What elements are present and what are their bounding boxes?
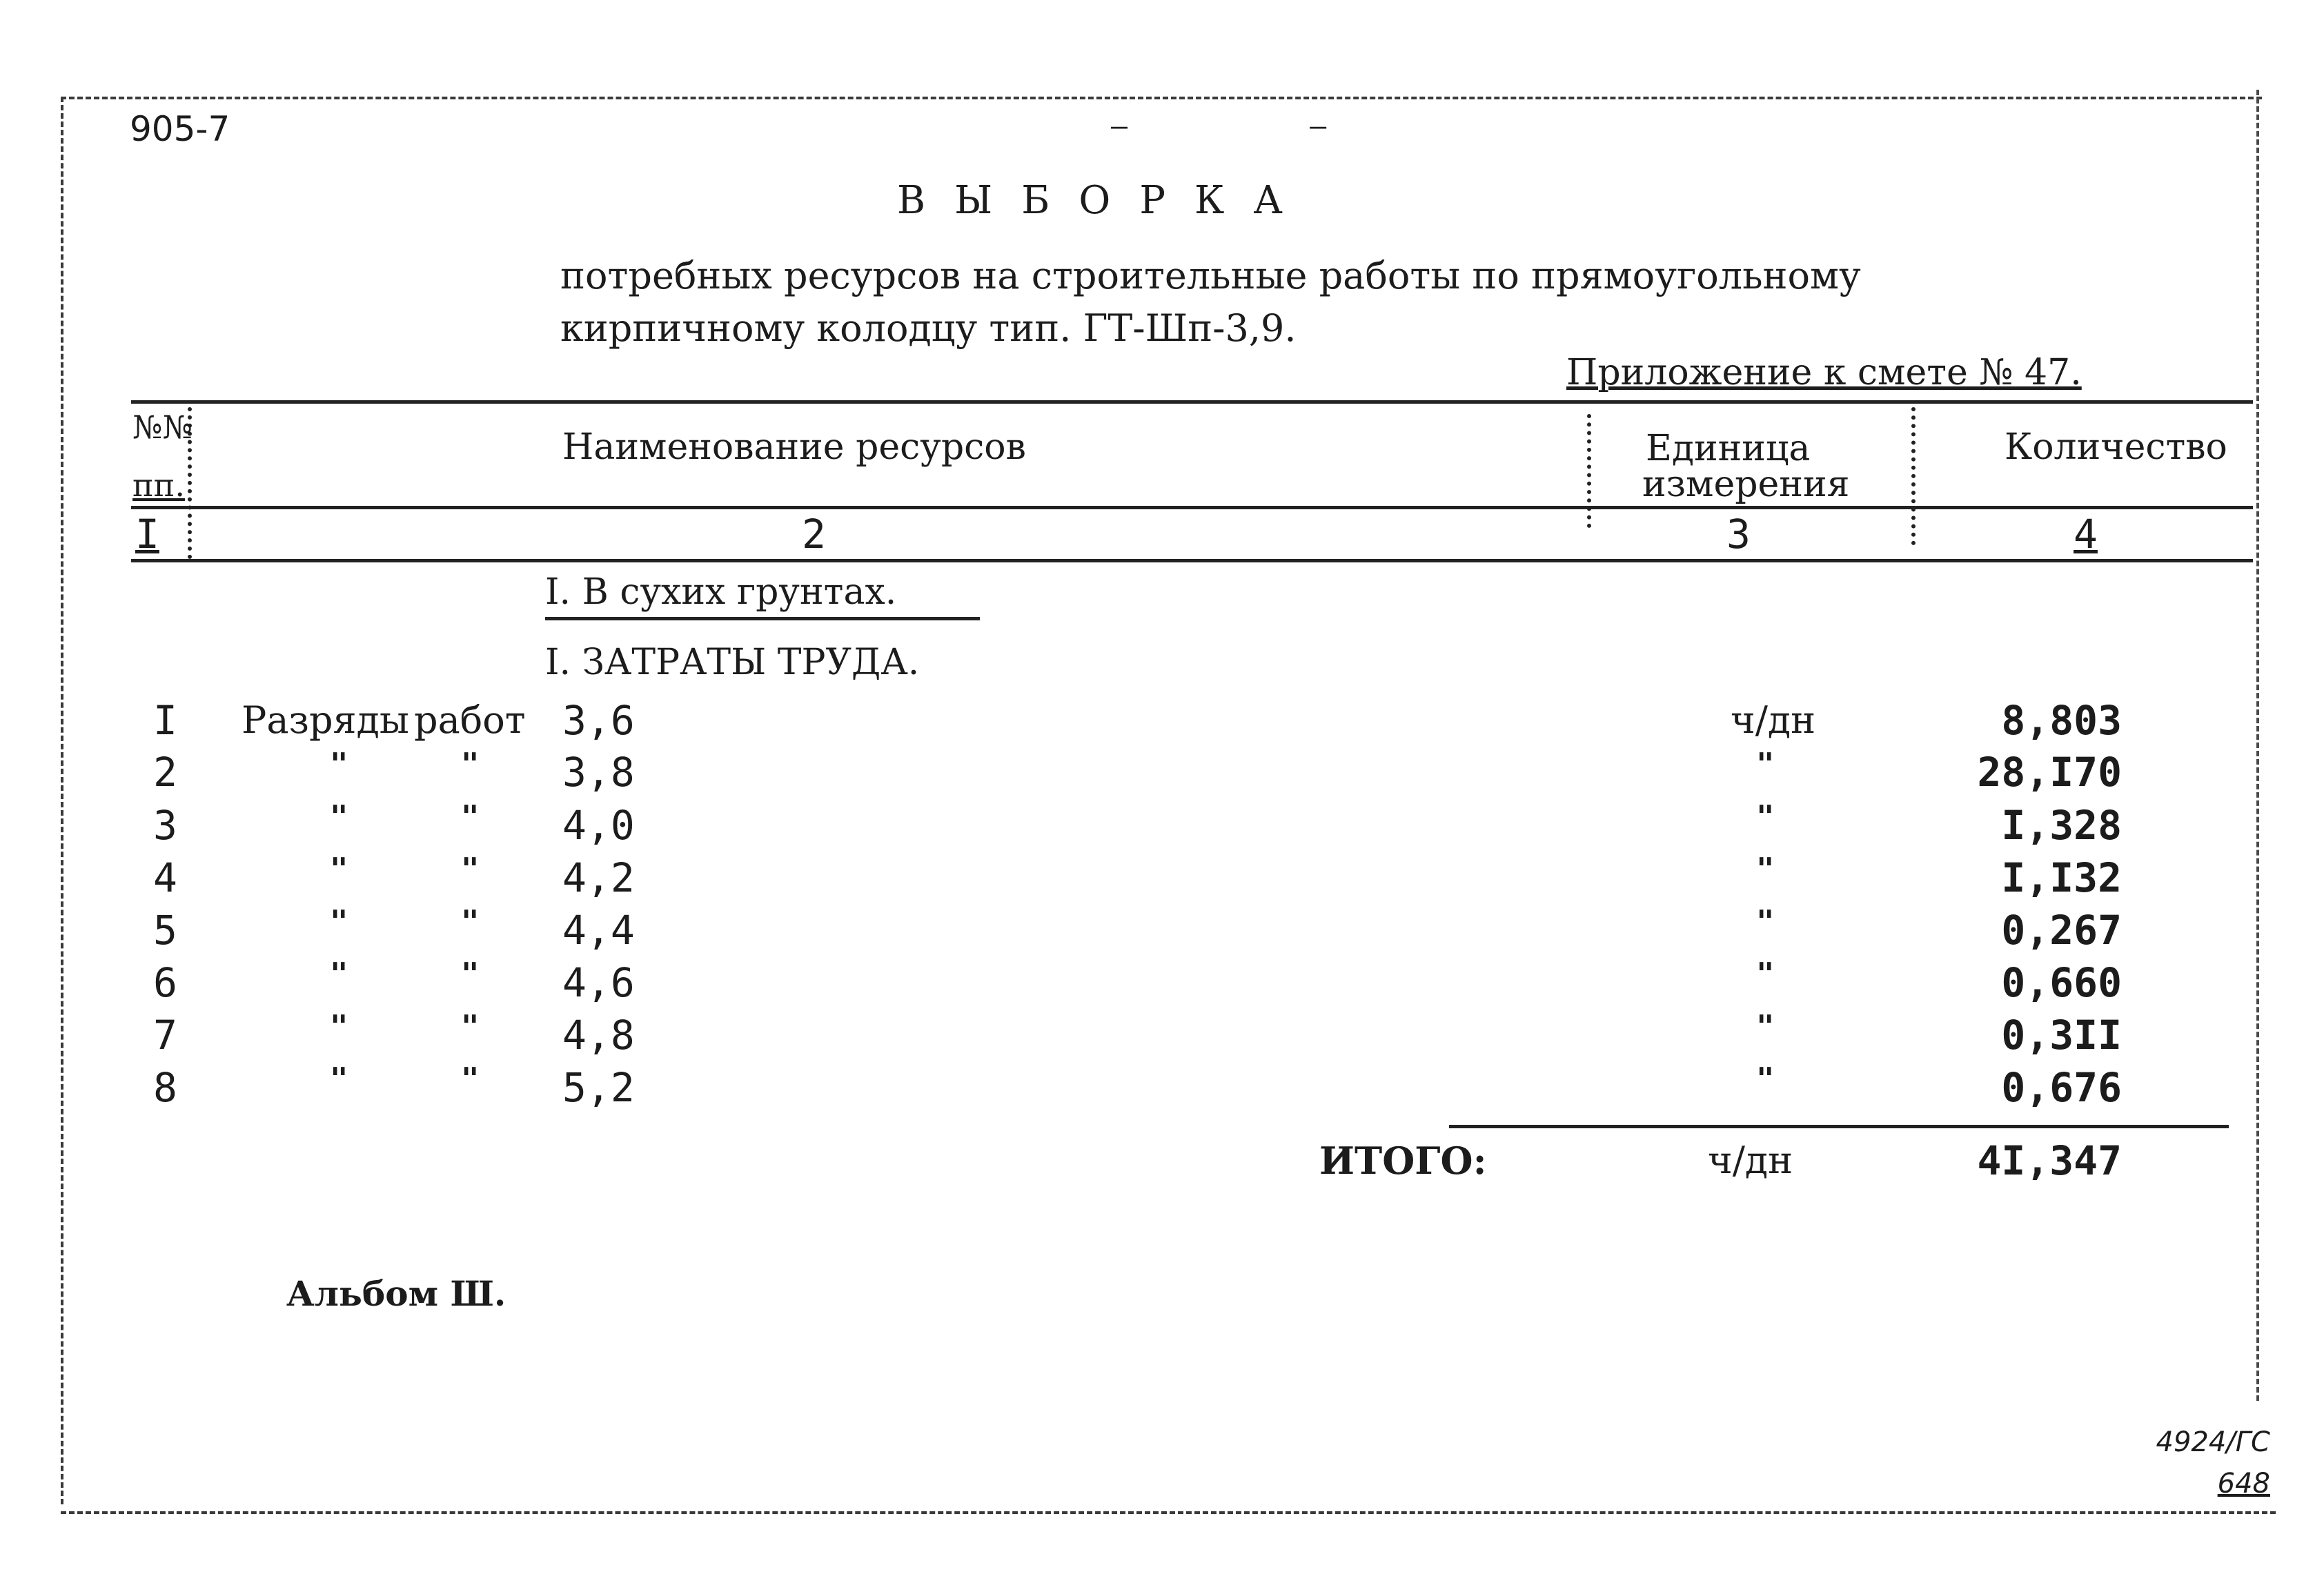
col4-number: 4: [2074, 511, 2098, 558]
frame-right-border: [2256, 90, 2259, 1401]
row-grade: 4,2: [562, 854, 635, 901]
row-grade: 3,6: [562, 697, 635, 744]
row-number: 3: [153, 802, 177, 849]
row-label-a: ": [330, 904, 348, 939]
col2-header: Наименование ресурсов: [562, 426, 1026, 468]
col-separator-2: [1587, 414, 1591, 528]
row-label-a: Разряды: [242, 698, 409, 742]
col3-number: 3: [1726, 511, 1751, 558]
table-top-rule: [131, 400, 2253, 404]
col-separator-3: [1911, 407, 1916, 545]
row-unit: ч/дн: [1731, 698, 1816, 742]
row-quantity: I,328: [2001, 802, 2122, 849]
total-quantity: 4I,347: [1977, 1137, 2122, 1184]
row-label-a: ": [330, 956, 348, 992]
table-colnum-rule: [131, 559, 2253, 562]
row-label-b: ": [461, 1061, 480, 1097]
document-subtitle: [560, 250, 1940, 355]
row-number: 2: [153, 749, 177, 796]
row-unit: ": [1756, 799, 1775, 834]
row-grade: 4,4: [562, 907, 635, 954]
row-grade: 4,0: [562, 802, 635, 849]
row-label-a: ": [330, 852, 348, 887]
row-quantity: 8,803: [2001, 697, 2122, 744]
row-grade: 3,8: [562, 749, 635, 796]
table-header-rule: [131, 506, 2253, 509]
row-quantity: I,I32: [2001, 854, 2122, 901]
row-unit: ": [1756, 852, 1775, 887]
subsection-title: I. ЗАТРАТЫ ТРУДА.: [545, 642, 920, 683]
section-title: I. В сухих грунтах.: [545, 571, 980, 620]
col1-header-line2: пп.: [132, 466, 185, 504]
row-grade: 4,8: [562, 1012, 635, 1059]
total-unit: ч/дн: [1708, 1139, 1793, 1182]
row-unit: ": [1756, 1061, 1775, 1097]
row-quantity: 0,660: [2001, 959, 2122, 1006]
col4-header: Количество: [2005, 426, 2227, 468]
total-rule: [1449, 1125, 2229, 1128]
row-grade: 4,6: [562, 959, 635, 1006]
row-unit: ": [1756, 904, 1775, 939]
row-label-b: ": [461, 747, 480, 782]
row-quantity: 0,3II: [2001, 1012, 2122, 1059]
document-title: ВЫБОРКА: [897, 178, 1312, 223]
row-unit: ": [1756, 1009, 1775, 1044]
row-label-b: ": [461, 956, 480, 992]
row-number: 5: [153, 907, 177, 954]
col1-header-line1: №№: [132, 409, 193, 446]
row-number: I: [153, 697, 177, 744]
row-number: 4: [153, 854, 177, 901]
row-unit: ": [1756, 956, 1775, 992]
row-label-a: ": [330, 747, 348, 782]
row-quantity: 28,I70: [1977, 749, 2122, 796]
row-label-a: ": [330, 799, 348, 834]
col3-header-line2: измерения: [1642, 464, 1850, 505]
row-number: 8: [153, 1064, 177, 1111]
stamp-line-1: 4924/ГС: [2156, 1426, 2270, 1458]
col1-number: I: [135, 511, 159, 558]
row-label-a: ": [330, 1009, 348, 1044]
col3-header-line1: Единица: [1646, 428, 1811, 469]
row-label-b: работ: [414, 698, 526, 742]
row-label-b: ": [461, 1009, 480, 1044]
row-unit: ": [1756, 747, 1775, 782]
page-marks: – –: [1111, 110, 1410, 142]
document-code: 905-7: [130, 109, 230, 149]
frame-top-border: [61, 97, 2262, 99]
row-label-b: ": [461, 904, 480, 939]
total-label: ИТОГО:: [1319, 1139, 1487, 1183]
album-note: Альбом Ш.: [286, 1273, 506, 1314]
frame-bottom-border: [61, 1511, 2276, 1514]
frame-left-border: [61, 97, 63, 1504]
col2-number: 2: [802, 511, 826, 558]
archive-stamp: [2105, 1422, 2270, 1504]
row-quantity: 0,676: [2001, 1064, 2122, 1111]
subtitle-line-1: потребных ресурсов на строительные работы по прямоугольному: [560, 254, 1861, 297]
row-label-b: ": [461, 852, 480, 887]
appendix-note: Приложение к смете № 47.: [1566, 352, 2082, 393]
row-label-a: ": [330, 1061, 348, 1097]
row-number: 7: [153, 1012, 177, 1059]
row-number: 6: [153, 959, 177, 1006]
row-label-b: ": [461, 799, 480, 834]
stamp-line-2: 648: [2217, 1468, 2270, 1500]
row-grade: 5,2: [562, 1064, 635, 1111]
subtitle-line-2: кирпичному колодцу тип. ГТ-Шп-3,9.: [560, 306, 1297, 350]
row-quantity: 0,267: [2001, 907, 2122, 954]
